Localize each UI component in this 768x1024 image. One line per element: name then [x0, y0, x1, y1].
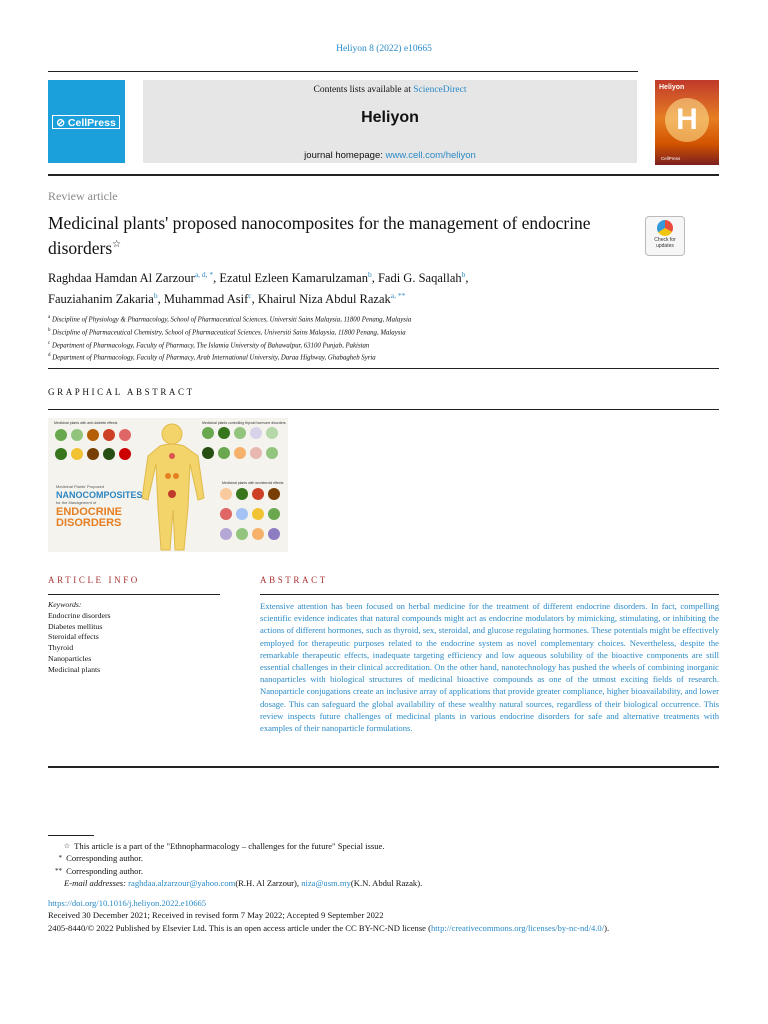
- panel-label: Medicinal plants with sex/steroid effects: [222, 481, 284, 485]
- contents-line: Contents lists available at ScienceDirect: [313, 85, 467, 95]
- author-name: Raghdaa Hamdan Al Zarzour: [48, 271, 195, 286]
- author-name: Fadi G. Saqallah: [377, 271, 462, 286]
- author-name: Muhammad Asif: [163, 292, 249, 307]
- email-addresses: E-mail addresses: raghdaa.alzarzour@yahoo.com (R.H. Al Zarzour), niza@usm.my (K.N. Abdul Razak).: [64, 878, 423, 889]
- affiliations: [48, 313, 728, 364]
- affiliation-item: $^c$ Department of Pharmacology, Faculty of Pharmacy, The Islamia University of Bahawalpur, 63100 Punjab, Pakistan: [48, 340, 370, 349]
- header-rule: [48, 71, 638, 72]
- cellpress-logo[interactable]: [48, 80, 125, 163]
- keyword-item[interactable]: Diabetes mellitus: [48, 621, 103, 631]
- figure-label: for the Management of: [56, 500, 97, 505]
- keywords-label: Keywords:: [48, 600, 82, 609]
- abstract-heading: ABSTRACT: [260, 575, 328, 585]
- header-thick-rule: [48, 174, 719, 176]
- footnotes: [48, 840, 728, 890]
- doi-link[interactable]: https://doi.org/10.1016/j.heliyon.2022.e10665: [48, 898, 207, 908]
- figure-label: Medicinal Plants' Proposed: [56, 484, 105, 489]
- cover-emblem: H: [665, 98, 709, 142]
- footnote-item: ☆ This article is a part of the "Ethnopharmacology – challenges for the future" Special issue.: [63, 841, 385, 851]
- affiliation-item: $^b$ Discipline of Pharmaceutical Chemistry, School of Pharmaceutical Sciences, Universiti Sains Malaysia, 11800 Penang, Malaysia: [48, 327, 406, 337]
- keyword-item[interactable]: Steroidal effects: [48, 632, 99, 642]
- author-affil-mark[interactable]: a, d, *: [194, 270, 214, 279]
- journal-cover[interactable]: [655, 80, 719, 165]
- author-affil-mark[interactable]: c: [248, 291, 252, 301]
- cover-publisher: CellPress: [661, 156, 681, 161]
- check-updates-icon: [657, 220, 673, 236]
- license-link[interactable]: http://creativecommons.org/licenses/by-nc-nd/4.0/: [431, 922, 605, 933]
- abstract-text: Extensive attention has been focused on herbal medicine for the treatment of different endocrine disorders. In fact, compelling scientific evidence indicates that natural compounds might act as endocrine modulators by mimicking, stimulating, or inhibiting the actions of different hormones, such as thyroid, sex, steroidal, and glucose regulating hormones. These potentials might be effectively employed for therapeutic purposes related to the endocrine system as novel complementary choices. Nevertheless, despite the remarkable therapeutic effects, inadequate targeting efficiency and low aqueous solubility of the bioactive components are still essential challenges in their clinical accreditation. On the other hand, nanotechnology has pushed the wheels of combining inorganic nanoparticles with biological structures of medicinal bioactive compounds as one of the utmost exciting fields of research. Nanoparticle conjugations create an inclusive array of applications that provide greater compliance, higher bioavailability, and lower dosage. This can safeguard the global availability of these wealthy natural sources, regardless of their biological occurrence. This review inspects future challenges of medicinal plants in various endocrine disorders for safe and alternative treatments with examples of their nanoparticle formulations.: [260, 601, 719, 734]
- journal-header-box: [143, 80, 637, 163]
- keyword-item[interactable]: Nanoparticles: [48, 653, 92, 663]
- panel-label: Medicinal plants with anti-diabetic effects: [54, 421, 118, 425]
- email-link[interactable]: niza@usm.my: [301, 878, 351, 889]
- affiliation-item: $^d$ Department of Pharmacology, Faculty of Pharmacy, Arab International University, Daraa Highway, Ghabagheb Syria: [48, 353, 376, 362]
- author-name: Fauziahanim Zakaria: [48, 292, 154, 307]
- link-icon: ⊘: [56, 117, 68, 129]
- figure-label: ENDOCRINE: [56, 506, 123, 518]
- license-line: 2405-8440/© 2022 Published by Elsevier Ltd. This is an open access article under the CC BY-NC-ND license (http://creativecommons.org/licenses/by-nc-nd/4.0/).: [48, 922, 610, 933]
- figure-label: DISORDERS: [56, 517, 122, 529]
- author-name: Khairul Niza Abdul Razak: [257, 292, 391, 307]
- journal-title: Heliyon: [361, 109, 419, 126]
- graphical-abstract-figure[interactable]: [48, 418, 288, 552]
- publication-info: [48, 897, 728, 934]
- article-info-heading: ARTICLE INFO: [48, 575, 140, 585]
- footnote-item: ** Corresponding author.: [55, 865, 144, 876]
- footnote-rule: [48, 835, 94, 836]
- keyword-item[interactable]: Medicinal plants: [48, 664, 101, 674]
- author-affil-mark[interactable]: b: [461, 270, 466, 279]
- author-affil-mark[interactable]: b: [153, 291, 158, 301]
- keyword-item[interactable]: Thyroid: [48, 643, 74, 653]
- keywords-list: [48, 600, 111, 676]
- graphical-abstract-illustration: [48, 418, 288, 552]
- journal-citation[interactable]: Heliyon 8 (2022) e10665: [336, 44, 432, 54]
- panel-label: Medicinal plants controlling thyroid hormone disorders: [202, 421, 286, 425]
- section-rule: [48, 594, 220, 595]
- author-list: Raghdaa Hamdan Al Zarzour$^{a, d, *}$, Ezatul Ezleen Kamarulzaman$^b$, Fadi G. Saqallah$^b$, Fauziahanim Zakaria$^b$, Muhammad Asif$^c$, Khairul Niza Abdul Razak$^{a, **}$: [48, 270, 469, 307]
- author-name: Ezatul Ezleen Kamarulzaman: [219, 271, 368, 286]
- received-dates: Received 30 December 2021; Received in revised form 7 May 2022; Accepted 9 September 2022: [48, 910, 384, 921]
- keyword-item[interactable]: Endocrine disorders: [48, 610, 111, 620]
- section-rule: [260, 594, 719, 595]
- article-title: Medicinal plants' proposed nanocomposites for the management of endocrine disorders☆: [48, 213, 591, 258]
- footnote-item: * Corresponding author.: [58, 853, 144, 864]
- article-type: Review article: [48, 189, 118, 203]
- email-link[interactable]: raghdaa.alzarzour@yahoo.com: [128, 878, 236, 889]
- graphical-abstract-heading: GRAPHICAL ABSTRACT: [48, 387, 195, 397]
- cellpress-wordmark: ⊘ CellPress: [52, 115, 120, 129]
- title-footnote-mark[interactable]: ☆: [112, 239, 122, 250]
- affiliation-item: $^a$ Discipline of Physiology & Pharmacology, School of Pharmaceutical Sciences, Universiti Sains Malaysia, 11800 Penang, Malaysia: [48, 315, 412, 324]
- figure-label: NANOCOMPOSITES: [56, 490, 143, 500]
- homepage-line: journal homepage: www.cell.com/heliyon: [304, 150, 476, 161]
- author-affil-mark[interactable]: b: [367, 270, 372, 279]
- author-affil-mark[interactable]: a, **: [390, 291, 406, 301]
- sciencedirect-link[interactable]: ScienceDirect: [413, 85, 467, 95]
- abstract-end-rule: [48, 766, 719, 768]
- section-rule: [48, 409, 719, 410]
- homepage-link[interactable]: www.cell.com/heliyon: [385, 150, 476, 161]
- check-updates-label: Check for updates: [654, 237, 676, 249]
- cover-title: Heliyon: [659, 84, 685, 91]
- check-for-updates-badge[interactable]: [645, 216, 685, 256]
- section-rule: [48, 368, 719, 369]
